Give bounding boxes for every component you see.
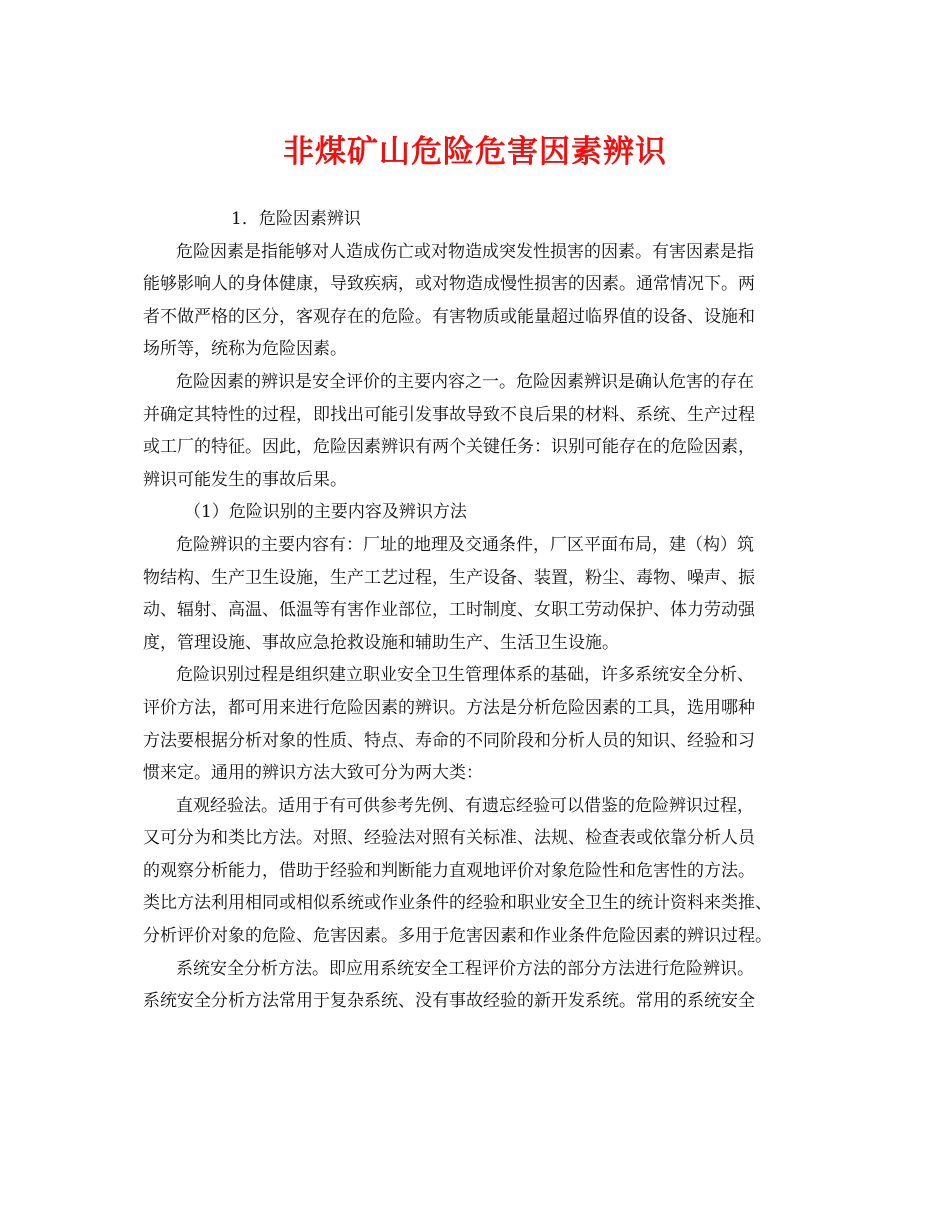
paragraph-line: 类比方法利用相同或相似系统或作业条件的经验和职业安全卫生的统计资料来类推、 (143, 893, 772, 914)
paragraph-line: 物结构、生产卫生设施，生产工艺过程，生产设备、装置，粉尘、毒物、噪声、振 (143, 567, 755, 588)
paragraph-line: 危险因素是指能够对人造成伤亡或对物造成突发性损害的因素。有害因素是指 (176, 241, 754, 262)
paragraph-line: 评价方法，都可用来进行危险因素的辨识。方法是分析危险因素的工具，选用哪种 (143, 697, 755, 718)
section-heading: 1．危险因素辨识 (231, 209, 361, 229)
paragraph-line: 系统安全分析方法。即应用系统安全工程评价方法的部分方法进行危险辨识。 (176, 958, 754, 979)
paragraph-line: 的观察分析能力，借助于经验和判断能力直观地评价对象危险性和危害性的方法。 (143, 860, 755, 881)
paragraph-line: 系统安全分析方法常用于复杂系统、没有事故经验的新开发系统。常用的系统安全 (143, 991, 755, 1012)
paragraph-line: 动、辐射、高温、低温等有害作业部位，工时制度、女职工劳动保护、体力劳动强 (143, 600, 755, 621)
paragraph-line: 场所等，统称为危险因素。 (143, 339, 347, 360)
paragraph-line: 危险因素的辨识是安全评价的主要内容之一。危险因素辨识是确认危害的存在 (176, 371, 754, 392)
subsection-heading: （1）危险识别的主要内容及辨识方法 (184, 502, 467, 523)
paragraph-line: 者不做严格的区分，客观存在的危险。有害物质或能量超过临界值的设备、设施和 (143, 306, 755, 327)
paragraph-line: 分析评价对象的危险、危害因素。多用于危害因素和作业条件危险因素的辨识过程。 (143, 926, 772, 947)
paragraph-line: 或工厂的特征。因此，危险因素辨识有两个关键任务：识别可能存在的危险因素， (143, 437, 755, 458)
paragraph-line: 度，管理设施、事故应急抢救设施和辅助生产、生活卫生设施。 (143, 632, 619, 653)
document-title: 非煤矿山危险危害因素辨识 (283, 134, 667, 170)
paragraph-line: 方法要根据分析对象的性质、特点、寿命的不同阶段和分析人员的知识、经验和习 (143, 730, 755, 751)
paragraph-line: 危险识别过程是组织建立职业安全卫生管理体系的基础，许多系统安全分析、 (176, 665, 754, 686)
paragraph-line: 并确定其特性的过程，即找出可能引发事故导致不良后果的材料、系统、生产过程 (143, 404, 755, 425)
paragraph-line: 又可分为和类比方法。对照、经验法对照有关标准、法规、检查表或依靠分析人员 (143, 828, 755, 849)
paragraph-line: 危险辨识的主要内容有：厂址的地理及交通条件，厂区平面布局，建（构）筑 (176, 534, 754, 555)
paragraph-line: 辨识可能发生的事故后果。 (143, 469, 347, 490)
paragraph-line: 惯来定。通用的辨识方法大致可分为两大类： (143, 763, 483, 784)
paragraph-line: 直观经验法。适用于有可供参考先例、有遗忘经验可以借鉴的危险辨识过程， (176, 795, 754, 816)
document-body (143, 203, 811, 1018)
paragraph-line: 能够影响人的身体健康，导致疾病，或对物造成慢性损害的因素。通常情况下。两 (143, 274, 755, 295)
